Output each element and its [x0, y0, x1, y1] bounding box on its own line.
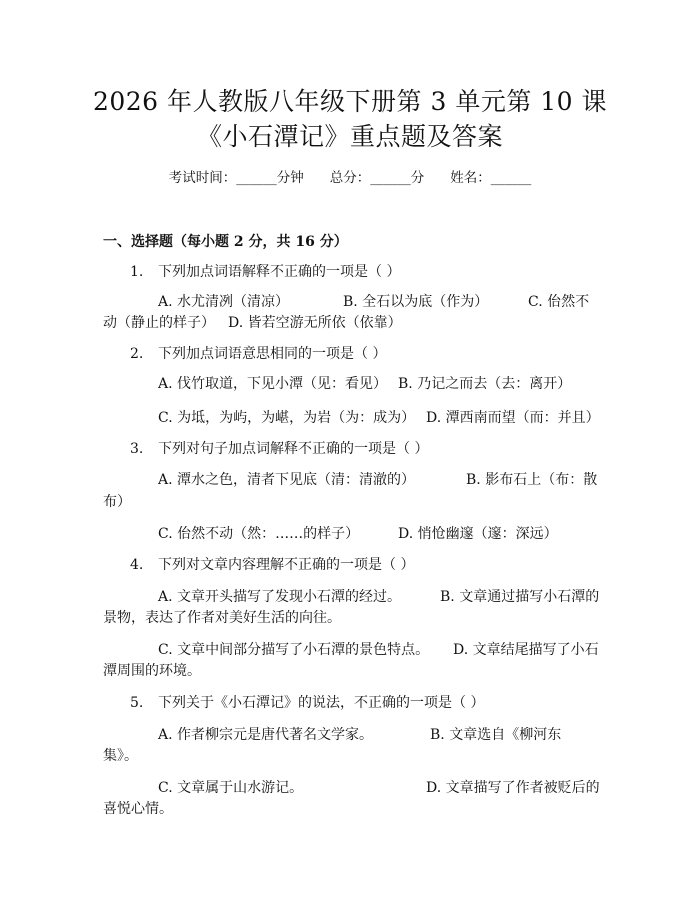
question-stem	[130, 439, 428, 459]
option-d: D. 潭西南而望（而：并且）	[426, 410, 600, 426]
option-a: A. 潭水之色，清者下见底（清：清澈的）	[158, 472, 416, 488]
student-name-field: 姓名：______	[450, 170, 532, 186]
option-a: A. 作者柳宗元是唐代著名文学家。	[158, 727, 374, 743]
option-b-continued: 布）	[103, 494, 131, 510]
option-c: C. 佁然不动（然：……的样子）	[158, 526, 360, 542]
option-d-continued: 喜悦心情。	[103, 801, 173, 817]
option-c: C. 为坻，为屿，为嵁，为岩（为：成为）	[158, 410, 416, 426]
question-text: 下列关于《小石潭记》的说法，不正确的一项是（ ）	[158, 695, 485, 711]
question-stem	[130, 344, 386, 364]
exam-time-field: 考试时间：______分钟	[168, 170, 304, 186]
option-b-continued: 景物，表达了作者对美好生活的向往。	[103, 610, 341, 626]
total-score-field: 总分：______分	[329, 170, 425, 186]
question-number: 4.	[130, 557, 144, 573]
option-c: C. 佁然不	[528, 294, 590, 310]
option-a: A. 伐竹取道，下见小潭（见：看见）	[158, 376, 388, 392]
question-text: 下列加点词语意思相同的一项是（ ）	[158, 346, 387, 362]
document-title-line-1: 2026 年人教版八年级下册第 3 单元第 10 课	[92, 87, 608, 116]
exam-info	[0, 168, 700, 188]
option-d: D. 皆若空游无所依（依靠）	[228, 315, 402, 331]
question-number: 5.	[130, 695, 144, 711]
document-title-line-2: 《小石潭记》重点题及答案	[196, 122, 503, 151]
option-c: C. 文章中间部分描写了小石潭的景色特点。	[158, 642, 430, 658]
question-number: 3.	[130, 441, 144, 457]
question-stem	[130, 262, 400, 282]
option-b: B. 文章选自《柳河东	[430, 727, 562, 743]
question-number: 1.	[130, 264, 144, 280]
question-number: 2.	[130, 346, 144, 362]
question-text: 下列加点词语解释不正确的一项是（ ）	[158, 264, 401, 280]
option-d: D. 文章描写了作者被贬后的	[426, 780, 600, 796]
option-b: B. 乃记之而去（去：离开）	[398, 376, 572, 392]
question-stem	[130, 693, 484, 713]
option-d: D. 文章结尾描写了小石	[453, 642, 599, 658]
question-stem	[130, 555, 414, 575]
question-text: 下列对文章内容理解不正确的一项是（ ）	[158, 557, 415, 573]
option-d: D. 悄怆幽邃（邃：深远）	[398, 526, 558, 542]
option-c: C. 文章属于山水游记。	[158, 780, 304, 796]
option-a: A. 水尤清冽（清凉）	[158, 294, 290, 310]
option-a: A. 文章开头描写了发现小石潭的经过。	[158, 589, 402, 605]
option-b: B. 全石以为底（作为）	[343, 294, 489, 310]
option-c-continued: 动（静止的样子）	[103, 315, 215, 331]
question-text: 下列对句子加点词解释不正确的一项是（ ）	[158, 441, 429, 457]
option-b-continued: 集》。	[103, 748, 138, 764]
section-heading: 一、选择题（每小题 2 分，共 16 分）	[103, 234, 348, 250]
option-d-continued: 潭周围的环境。	[103, 663, 201, 679]
option-b: B. 文章通过描写小石潭的	[440, 589, 600, 605]
option-b: B. 影布石上（布：散	[466, 472, 598, 488]
